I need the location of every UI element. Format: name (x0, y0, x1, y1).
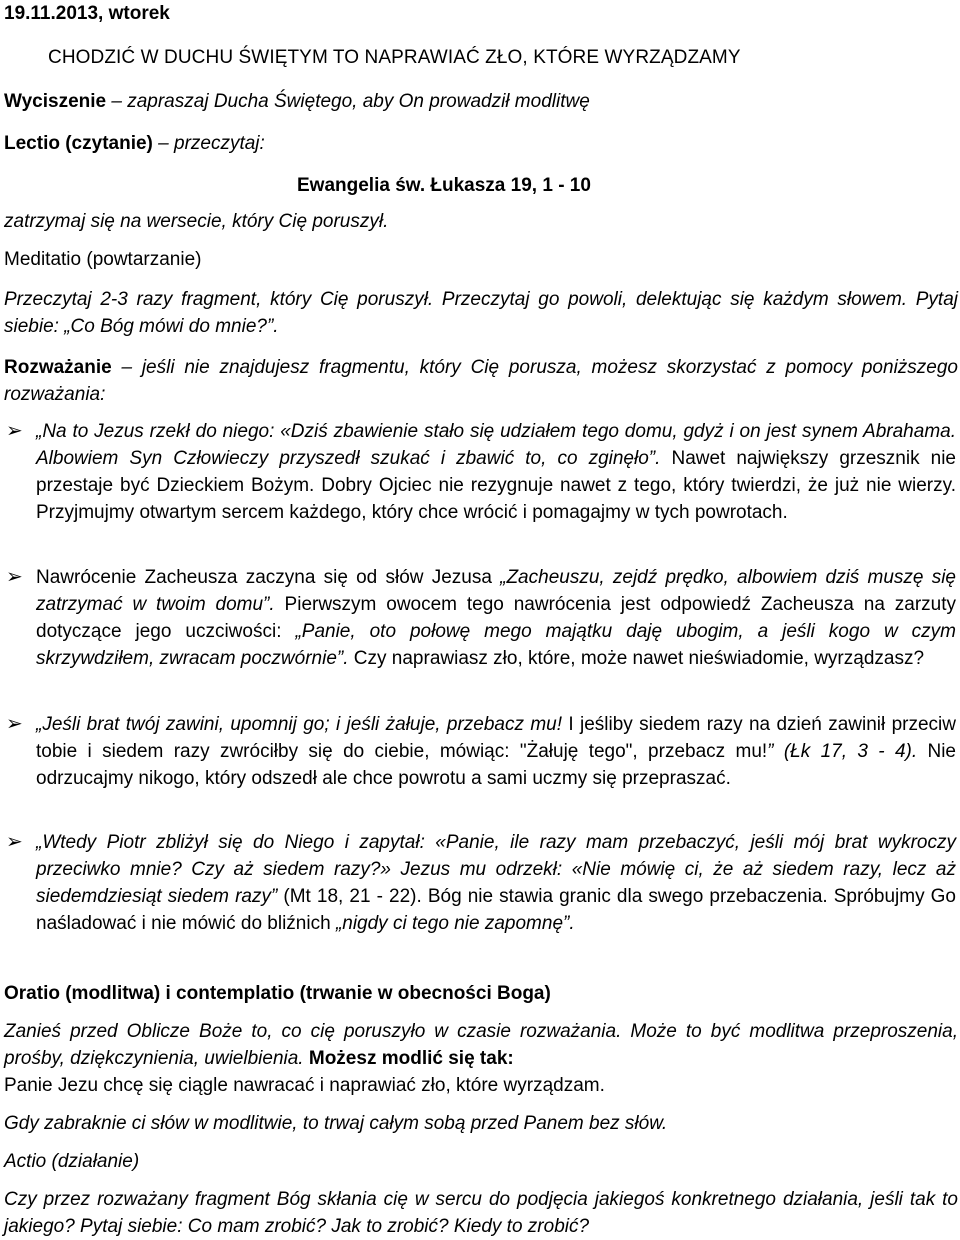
bullet-text: (Mt 18, 21 - 22). (277, 886, 422, 907)
meditatio-paragraph (4, 286, 958, 340)
reflection-label: Rozważanie (4, 357, 112, 378)
arrow-bullet-icon: ➢ (6, 420, 23, 442)
bullet-quote: „Jeśli brat twój zawini, upomnij go; i jeśli żałuje, przebacz mu! (36, 714, 563, 735)
lectio-paragraph (4, 130, 958, 157)
actio-label: Actio (działanie) (4, 1151, 140, 1172)
bullet-quote: ” (Łk 17, 3 - 4). (767, 741, 918, 762)
lectio-text: – przeczytaj: (152, 133, 265, 154)
reflection-paragraph (4, 354, 958, 408)
bullet-item (4, 418, 956, 526)
bullet-text: Czy naprawiasz zło, które, może nawet nieświadomie, wyrządzasz? (348, 648, 925, 669)
bullet-quote: „nigdy ci tego nie zapomnę”. (335, 913, 575, 934)
oratio-text: Zanieś przed Oblicze Boże to, co cię poruszyło w czasie rozważania. Może to być modlitwa przeproszenia, prośby, dziękczynienia, uwielbienia. (4, 1021, 958, 1069)
date-heading: 19.11.2013, wtorek (4, 3, 170, 24)
bullet-quote: „Na to Jezus rzekł do niego: «Dziś zbawienie stało się udziałem tego domu, gdyż i on jest synem Abrahama. Albowiem Syn Człowieczy przyszedł szukać i zbawić to, co zginęło”. (36, 421, 956, 469)
bullet-quote: „Wtedy Piotr zbliżył się do Niego i zapytał: «Panie, ile razy mam przebaczyć, jeśli mój brat wykroczy przeciwko mnie? Czy aż siedem razy?» Jezus mu odrzekł: «Nie mówię ci, że aż siedem razy, lecz aż siedemdziesiąt siedem razy” (36, 832, 956, 907)
gospel-reference: Ewangelia św. Łukasza 19, 1 - 10 (297, 175, 591, 196)
bullet-text: Nie odrzucajmy nikogo, który odszedł ale chce powrotu a sami uczmy się przepraszać. (36, 741, 956, 789)
bullet-item (4, 711, 956, 792)
document-title: CHODZIĆ W DUCHU ŚWIĘTYM TO NAPRAWIAĆ ZŁO, KTÓRE WYRZĄDZAMY (48, 47, 741, 68)
bullet-quote: „Zacheuszu, zejdź prędko, albowiem dziś muszę się zatrzymać w twoim domu”. (36, 567, 956, 615)
oratio-label: Oratio (modlitwa) i contemplatio (trwanie w obecności Boga) (4, 983, 551, 1004)
lectio-label: Lectio (czytanie) (4, 133, 153, 154)
bullet-quote: „Panie, oto połowę mego majątku daję ubogim, a jeśli kogo w czym skrzywdziłem, zwracam poczwórnie”. (36, 621, 956, 669)
meditatio-question: „Co Bóg mówi do mnie?”. (64, 316, 279, 337)
bullet-item (4, 564, 956, 672)
silence-text: – zapraszaj Ducha Świętego, aby On prowadził modlitwę (106, 91, 590, 112)
silence-label: Wyciszenie (4, 91, 107, 112)
oratio-paragraph (4, 1018, 958, 1072)
arrow-bullet-icon: ➢ (6, 566, 23, 588)
meditatio-label: Meditatio (powtarzanie) (4, 249, 202, 270)
lectio-stop: zatrzymaj się na wersecie, który Cię poruszył. (4, 211, 389, 232)
silence-paragraph (4, 88, 958, 115)
prayer-text: Panie Jezu chcę się ciągle nawracać i naprawiać zło, które wyrządzam. (4, 1075, 605, 1096)
actio-text: Czy przez rozważany fragment Bóg skłania cię w sercu do podjęcia jakiegoś konkretnego działania, jeśli tak to jakiego? Pytaj siebie: Co mam zrobić? Jak to zrobić? Kiedy to zrobić? (4, 1189, 958, 1237)
meditatio-text: Przeczytaj 2-3 razy fragment, który Cię poruszył. Przeczytaj go powoli, delektując się każdym słowem. Pytaj siebie: (4, 289, 958, 337)
silent-prayer-text: Gdy zabraknie ci słów w modlitwie, to trwaj całym sobą przed Panem bez słów. (4, 1113, 668, 1134)
bullet-text: Pierwszym owocem tego nawrócenia jest odpowiedź Zacheusza na zarzuty dotyczące jego uczciwości: (36, 594, 956, 642)
oratio-prompt: Możesz modlić się tak: (308, 1048, 514, 1069)
bullet-text: I jeśliby siedem razy na dzień zawinił przeciw tobie i siedem razy zwróciłby się do ciebie, mówiąc: "Żałuję tego", przebacz mu! (36, 714, 956, 762)
reflection-text: – jeśli nie znajdujesz fragmentu, który Cię porusza, możesz skorzystać z pomocy poniższego rozważania: (4, 357, 958, 405)
arrow-bullet-icon: ➢ (6, 713, 23, 735)
bullet-text: Nawrócenie Zacheusza zaczyna się od słów Jezusa (36, 567, 501, 588)
arrow-bullet-icon: ➢ (6, 831, 23, 853)
bullet-item (4, 829, 956, 937)
bullet-text: Bóg nie stawia granic dla swego przebaczenia. Spróbujmy Go naśladować i nie mówić do bliźnich (36, 886, 956, 934)
bullet-text: Nawet największy grzesznik nie przestaje być Dzieckiem Bożym. Dobry Ojciec nie rezygnuje nawet z tego, który twierdzi, że już nie wierzy. Przyjmujmy otwartym sercem każdego, który chce wrócić i pomagajmy w tych powrotach. (36, 448, 956, 523)
